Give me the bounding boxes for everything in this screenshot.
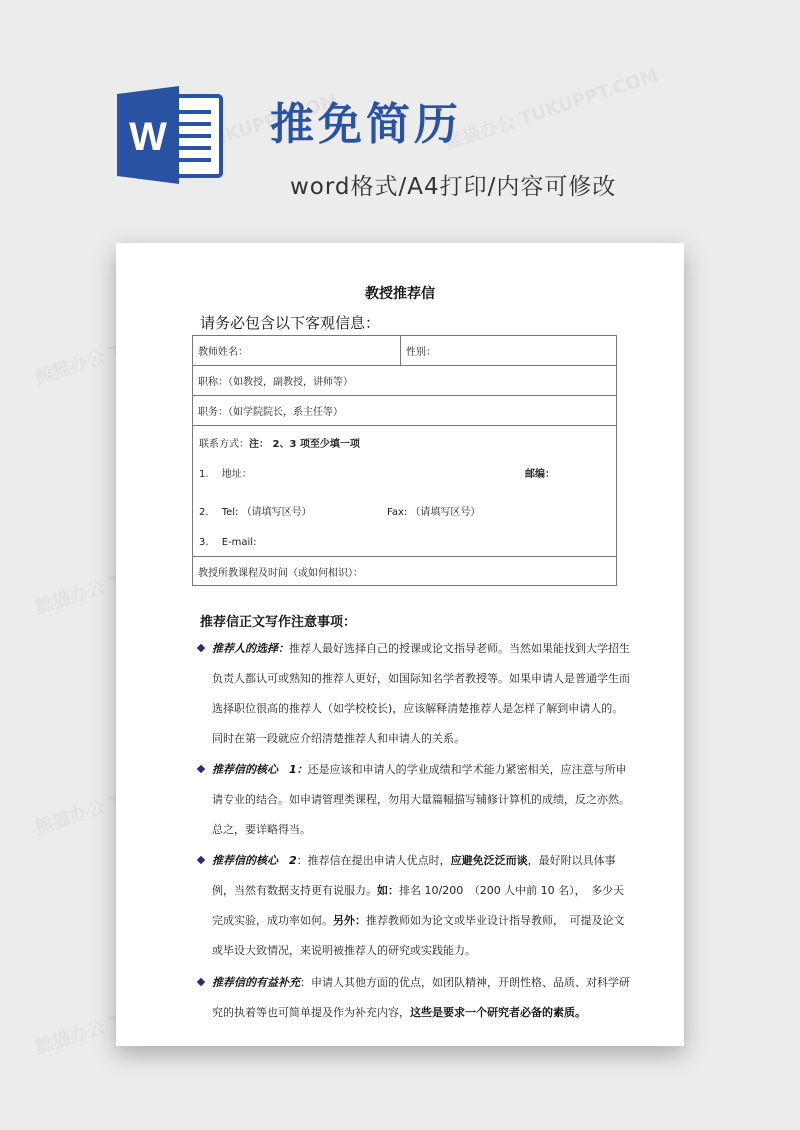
note-paragraph: 推荐信的有益补充：申请人其他方面的优点，如团队精神，开朗性格、品质、对科学研究的执着等也可简单提及作为补充内容，这些是要求一个研究者必备的素质。 <box>212 968 630 1028</box>
diamond-bullet-icon <box>197 765 205 773</box>
position-cell: 职务：（如学院院长，系主任等） <box>193 396 617 426</box>
note-paragraph: 推荐信的核心 2：推荐信在提出申请人优点时，应避免泛泛而谈，最好附以具体事例，当然有数据支持更有说服力。如：排名 10/200 （200 人中前 10 名）， 多少天完成实验，成功率如何。另外：推荐教师如为论文或毕业设计指导教师， 可提及论文或毕设大致情况，来说明被推荐人的研究或实践能力。 <box>212 846 630 966</box>
note-paragraph: 推荐信的核心 1：还是应该和申请人的学业成绩和学术能力紧密相关，应注意与所申请专业的结合。如申请管理类课程，勿用大量篇幅描写辅修计算机的成绩，反之亦然。总之，要详略得当。 <box>212 755 630 845</box>
title-rank-cell: 职称：（如教授，副教授，讲师等） <box>193 366 617 396</box>
document-title: 教授推荐信 <box>365 286 435 302</box>
address-line: 1. 地址： <box>199 469 252 480</box>
gender-cell: 性别： <box>401 336 617 366</box>
email-line: 3. E-mail: <box>199 537 257 548</box>
word-logo-icon <box>117 86 225 184</box>
courses-cell: 教授所教课程及时间（或如何相识）： <box>193 557 617 586</box>
diamond-bullet-icon <box>197 856 205 864</box>
note-paragraph: 推荐人的选择：推荐人最好选择自己的授课或论文指导老师。当然如果能找到大学招生负责人都认可或熟知的推荐人更好，如国际知名学者教授等。如果申请人是普通学生而选择职位很高的推荐人（如学校校长)，应该解释清楚推荐人是怎样了解到申请人的。同时在第一段就应介绍清楚推荐人和申请人的关系。 <box>212 634 630 754</box>
contact-label: 联系方式： <box>199 439 249 450</box>
teacher-name-cell: 教师姓名： <box>193 336 401 366</box>
info-table <box>192 335 617 586</box>
tel-line: 2. Tel: （请填写区号） <box>199 507 312 518</box>
notes-title: 推荐信正文写作注意事项： <box>200 615 357 630</box>
diamond-bullet-icon <box>197 978 205 986</box>
postcode-label: 邮编： <box>525 469 555 480</box>
contact-note: 注： 2、3 项至少填一项 <box>249 439 360 450</box>
intro-text: 请务必包含以下客观信息： <box>200 314 381 332</box>
diamond-bullet-icon <box>197 644 205 652</box>
svg-text:W: W <box>129 115 167 159</box>
fax-line: Fax: （请填写区号） <box>387 507 481 518</box>
document-page <box>116 243 684 1046</box>
banner-subtitle: word格式/A4打印/内容可修改 <box>290 174 617 200</box>
contact-cell <box>193 426 617 557</box>
watermark <box>441 61 661 155</box>
banner-title: 推免简历 <box>270 99 462 150</box>
